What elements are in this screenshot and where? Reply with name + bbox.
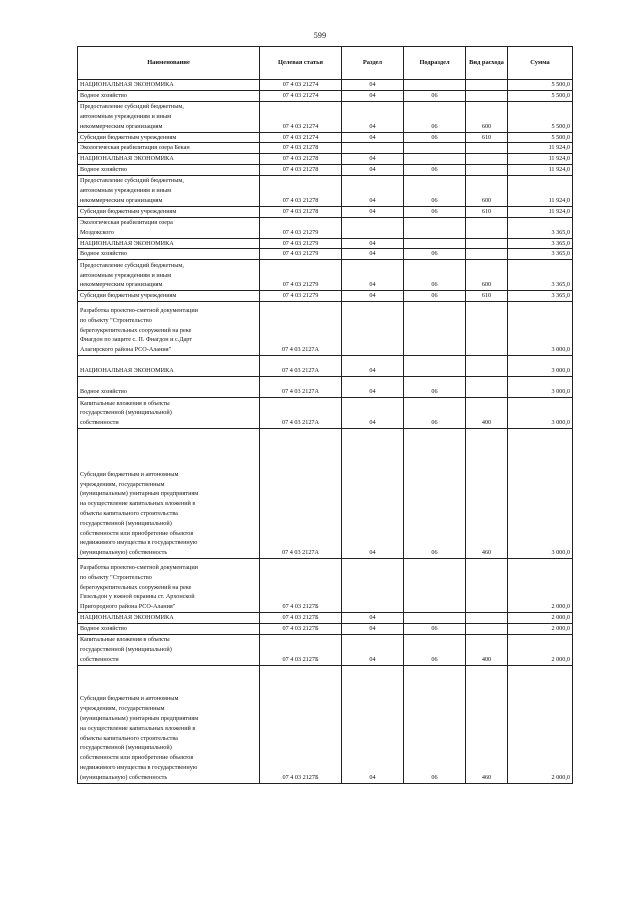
row-target-article: 07 4 03 21278 xyxy=(260,175,342,206)
row-expense-type xyxy=(466,355,508,376)
header-target-article: Целевая статья xyxy=(260,47,342,80)
row-target-article: 07 4 03 21274 xyxy=(260,132,342,143)
row-subsection xyxy=(404,143,466,154)
table-row xyxy=(78,428,573,558)
table-body xyxy=(78,80,573,784)
row-subsection: 06 xyxy=(404,249,466,260)
header-subsection: Подраздел xyxy=(404,47,466,80)
row-name: Капитальные вложения в объекты государственной (муниципальной) собственности xyxy=(78,397,260,428)
row-subsection xyxy=(404,558,466,612)
row-amount: 3 365,0 xyxy=(508,238,573,249)
row-target-article: 07 4 03 21279 xyxy=(260,291,342,302)
row-target-article: 07 4 03 21279 xyxy=(260,249,342,260)
header-section: Раздел xyxy=(342,47,404,80)
row-section: 04 xyxy=(342,101,404,132)
header-amount: Сумма xyxy=(508,47,573,80)
row-section: 04 xyxy=(342,164,404,175)
table-row xyxy=(78,206,573,217)
row-expense-type: 460 xyxy=(466,428,508,558)
row-target-article: 07 4 03 2127А xyxy=(260,301,342,355)
table-row xyxy=(78,143,573,154)
row-subsection: 06 xyxy=(404,376,466,397)
row-section: 04 xyxy=(342,175,404,206)
row-amount: 2 000,0 xyxy=(508,623,573,634)
row-name: Водное хозяйство xyxy=(78,90,260,101)
row-name: Капитальные вложения в объекты государственной (муниципальной) собственности xyxy=(78,634,260,665)
row-amount: 3 365,0 xyxy=(508,217,573,238)
row-expense-type: 600 xyxy=(466,175,508,206)
row-expense-type xyxy=(466,238,508,249)
table-row xyxy=(78,355,573,376)
row-expense-type xyxy=(466,143,508,154)
row-expense-type xyxy=(466,217,508,238)
row-target-article: 07 4 03 2127А xyxy=(260,397,342,428)
row-name: Водное хозяйство xyxy=(78,623,260,634)
row-subsection: 06 xyxy=(404,665,466,783)
row-amount: 2 000,0 xyxy=(508,612,573,623)
table-row xyxy=(78,80,573,91)
row-subsection: 06 xyxy=(404,90,466,101)
row-amount: 3 365,0 xyxy=(508,249,573,260)
table-row xyxy=(78,376,573,397)
row-name: НАЦИОНАЛЬНАЯ ЭКОНОМИКА xyxy=(78,154,260,165)
table-row xyxy=(78,301,573,355)
row-name: Субсидии бюджетным учреждениям xyxy=(78,132,260,143)
row-amount: 3 000,0 xyxy=(508,355,573,376)
row-subsection xyxy=(404,355,466,376)
row-target-article: 07 4 03 2127Б xyxy=(260,634,342,665)
row-target-article: 07 4 03 21279 xyxy=(260,238,342,249)
row-section: 04 xyxy=(342,154,404,165)
table-row xyxy=(78,90,573,101)
row-subsection xyxy=(404,154,466,165)
row-amount: 11 924,0 xyxy=(508,175,573,206)
row-subsection: 06 xyxy=(404,132,466,143)
table-row xyxy=(78,634,573,665)
table-row xyxy=(78,217,573,238)
row-target-article: 07 4 03 21278 xyxy=(260,206,342,217)
row-section: 04 xyxy=(342,623,404,634)
table-row xyxy=(78,623,573,634)
row-expense-type xyxy=(466,164,508,175)
table-header-row xyxy=(78,47,573,80)
row-expense-type: 610 xyxy=(466,291,508,302)
table-row xyxy=(78,238,573,249)
row-target-article: 07 4 03 2127Б xyxy=(260,558,342,612)
budget-table xyxy=(77,46,573,784)
row-name: Водное хозяйство xyxy=(78,376,260,397)
row-target-article: 07 4 03 2127А xyxy=(260,355,342,376)
row-section: 04 xyxy=(342,428,404,558)
row-subsection xyxy=(404,612,466,623)
row-expense-type xyxy=(466,90,508,101)
row-amount: 3 000,0 xyxy=(508,428,573,558)
row-section: 04 xyxy=(342,249,404,260)
row-section: 04 xyxy=(342,80,404,91)
row-target-article: 07 4 03 2127А xyxy=(260,428,342,558)
table-row xyxy=(78,154,573,165)
page-number: 599 xyxy=(313,31,327,40)
row-expense-type xyxy=(466,558,508,612)
row-amount: 3 000,0 xyxy=(508,376,573,397)
row-name: Предоставление субсидий бюджетным, автономным учреждениям и иным некоммерческим организациям xyxy=(78,260,260,291)
table-row xyxy=(78,260,573,291)
row-target-article: 07 4 03 21278 xyxy=(260,164,342,175)
row-section: 04 xyxy=(342,206,404,217)
row-subsection: 06 xyxy=(404,101,466,132)
row-name: Предоставление субсидий бюджетным, автономным учреждениям и иным некоммерческим организациям xyxy=(78,101,260,132)
row-subsection: 06 xyxy=(404,634,466,665)
row-section: 04 xyxy=(342,90,404,101)
row-section xyxy=(342,143,404,154)
row-target-article: 07 4 03 2127А xyxy=(260,376,342,397)
row-section: 04 xyxy=(342,665,404,783)
row-subsection xyxy=(404,217,466,238)
table-row xyxy=(78,612,573,623)
row-target-article: 07 4 03 21279 xyxy=(260,260,342,291)
row-expense-type xyxy=(466,376,508,397)
row-section: 04 xyxy=(342,612,404,623)
row-amount: 3 365,0 xyxy=(508,260,573,291)
row-expense-type xyxy=(466,80,508,91)
row-section: 04 xyxy=(342,355,404,376)
row-subsection xyxy=(404,301,466,355)
row-amount: 3 365,0 xyxy=(508,291,573,302)
row-name: Субсидии бюджетным и автономным учреждениям, государственным (муниципальным) унитарным предприятиям на осуществление капитальных вложений в объекты капитального строительства государственной (муниципальной) собственности или приобретение объектов недвижимого имущества в государственную (муниципальную) собственность xyxy=(78,665,260,783)
row-name: Экологическая реабилитация озера Бекан xyxy=(78,143,260,154)
row-expense-type xyxy=(466,612,508,623)
row-amount: 11 924,0 xyxy=(508,154,573,165)
row-section: 04 xyxy=(342,260,404,291)
row-name: НАЦИОНАЛЬНАЯ ЭКОНОМИКА xyxy=(78,355,260,376)
row-name: Разработка проектно-сметной документации по объекту "Строительство берегоукрепительных сооружений на реке Гизельдон у южной окраины ст. Архонской Пригородного района РСО-Алания" xyxy=(78,558,260,612)
row-expense-type xyxy=(466,249,508,260)
row-name: Водное хозяйство xyxy=(78,164,260,175)
row-target-article: 07 4 03 21279 xyxy=(260,217,342,238)
row-subsection: 06 xyxy=(404,397,466,428)
row-amount: 2 000,0 xyxy=(508,634,573,665)
row-name: НАЦИОНАЛЬНАЯ ЭКОНОМИКА xyxy=(78,238,260,249)
row-name: НАЦИОНАЛЬНАЯ ЭКОНОМИКА xyxy=(78,80,260,91)
row-subsection: 06 xyxy=(404,175,466,206)
table-row xyxy=(78,291,573,302)
row-target-article: 07 4 03 2127Б xyxy=(260,665,342,783)
row-target-article: 07 4 03 21278 xyxy=(260,154,342,165)
row-subsection: 06 xyxy=(404,623,466,634)
row-amount: 3 000,0 xyxy=(508,301,573,355)
row-section xyxy=(342,301,404,355)
row-amount: 5 500,0 xyxy=(508,132,573,143)
row-expense-type: 610 xyxy=(466,132,508,143)
row-subsection: 06 xyxy=(404,206,466,217)
row-subsection: 06 xyxy=(404,428,466,558)
table-row xyxy=(78,558,573,612)
row-target-article: 07 4 03 21274 xyxy=(260,80,342,91)
row-section: 04 xyxy=(342,291,404,302)
table-row xyxy=(78,164,573,175)
row-name: Субсидии бюджетным учреждениям xyxy=(78,291,260,302)
row-section: 04 xyxy=(342,634,404,665)
table-row xyxy=(78,397,573,428)
row-name: Субсидии бюджетным учреждениям xyxy=(78,206,260,217)
row-subsection: 06 xyxy=(404,260,466,291)
row-expense-type xyxy=(466,154,508,165)
row-amount: 5 500,0 xyxy=(508,90,573,101)
row-target-article: 07 4 03 21274 xyxy=(260,90,342,101)
row-section: 04 xyxy=(342,132,404,143)
row-name: Экологическая реабилитация озера Моздокского xyxy=(78,217,260,238)
row-name: Разработка проектно-сметной документации по объекту "Строительство берегоукрепительных сооружений на реке Фиагдон по защите с. П. Фиагдон и с.Дарт Алагирского района РСО-Алания" xyxy=(78,301,260,355)
row-expense-type: 600 xyxy=(466,101,508,132)
row-target-article: 07 4 03 2127Б xyxy=(260,612,342,623)
row-amount: 5 500,0 xyxy=(508,80,573,91)
row-expense-type: 400 xyxy=(466,397,508,428)
row-subsection: 06 xyxy=(404,164,466,175)
row-expense-type: 460 xyxy=(466,665,508,783)
row-subsection: 06 xyxy=(404,291,466,302)
row-name: НАЦИОНАЛЬНАЯ ЭКОНОМИКА xyxy=(78,612,260,623)
row-name: Предоставление субсидий бюджетным, автономным учреждениям и иным некоммерческим организациям xyxy=(78,175,260,206)
table-row xyxy=(78,665,573,783)
row-section: 04 xyxy=(342,397,404,428)
row-amount: 2 000,0 xyxy=(508,558,573,612)
row-section xyxy=(342,217,404,238)
row-subsection xyxy=(404,80,466,91)
row-section xyxy=(342,558,404,612)
row-section: 04 xyxy=(342,238,404,249)
row-name: Субсидии бюджетным и автономным учреждениям, государственным (муниципальным) унитарным предприятиям на осуществление капитальных вложений в объекты капитального строительства государственной (муниципальной) собственности или приобретение объектов недвижимого имущества в государственную (муниципальную) собственность xyxy=(78,428,260,558)
row-expense-type: 610 xyxy=(466,206,508,217)
row-subsection xyxy=(404,238,466,249)
row-expense-type xyxy=(466,301,508,355)
table-row xyxy=(78,175,573,206)
row-amount: 11 924,0 xyxy=(508,164,573,175)
table-row xyxy=(78,132,573,143)
row-amount: 11 924,0 xyxy=(508,206,573,217)
row-expense-type xyxy=(466,623,508,634)
row-expense-type: 600 xyxy=(466,260,508,291)
row-target-article: 07 4 03 21278 xyxy=(260,143,342,154)
row-target-article: 07 4 03 2127Б xyxy=(260,623,342,634)
row-target-article: 07 4 03 21274 xyxy=(260,101,342,132)
row-section: 04 xyxy=(342,376,404,397)
table-row xyxy=(78,249,573,260)
row-name: Водное хозяйство xyxy=(78,249,260,260)
row-amount: 11 924,0 xyxy=(508,143,573,154)
row-amount: 2 000,0 xyxy=(508,665,573,783)
row-amount: 5 500,0 xyxy=(508,101,573,132)
row-expense-type: 400 xyxy=(466,634,508,665)
row-amount: 3 000,0 xyxy=(508,397,573,428)
table-row xyxy=(78,101,573,132)
header-expense-type: Вид расхода xyxy=(466,47,508,80)
header-name: Наименование xyxy=(78,47,260,80)
